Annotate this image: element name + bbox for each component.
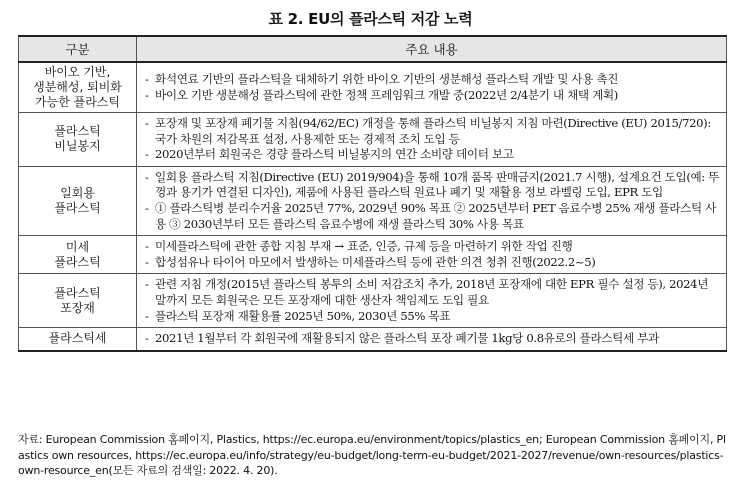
table-row bbox=[19, 236, 727, 274]
row-content bbox=[137, 274, 727, 328]
table-row bbox=[19, 274, 727, 328]
row-category: 미세 플라스틱 bbox=[19, 236, 137, 274]
row-category: 플라스틱세 bbox=[19, 328, 137, 351]
table-row bbox=[19, 328, 727, 351]
table-header-row bbox=[19, 36, 727, 62]
list-item: - 일회용 플라스틱 지침(Directive (EU) 2019/904)을 통해 10개 품목 판매금지(2021.7 시행), 설계요건 도입(예: 뚜껑과 용기가 연결된 디자인), 제품에 사용된 플라스틱 원료나 폐기 및 재활용 정보 라벨링 도입, EPR 도입 bbox=[143, 170, 720, 201]
list-item: - 플라스틱 포장재 재활용률 2025년 50%, 2030년 55% 목표 bbox=[143, 309, 720, 325]
list-item: - 합성섬유나 타이어 마모에서 발생하는 미세플라스틱 등에 관한 의견 청취 진행(2022.2~5) bbox=[143, 255, 720, 271]
row-content bbox=[137, 166, 727, 235]
list-item: - 미세플라스틱에 관한 종합 지침 부재 → 표준, 인증, 규제 등을 마련하기 위한 작업 진행 bbox=[143, 239, 720, 255]
list-item: - 관련 지침 개정(2015년 플라스틱 봉투의 소비 저감조치 추가, 2018년 포장재에 대한 EPR 필수 설정 등), 2024년 말까지 모든 회원국은 모든 포장재에 대한 생산자 책임제도 도입 필요 bbox=[143, 277, 720, 308]
source-note: 자료: European Commission 홈페이지, Plastics, https://ec.europa.eu/environment/topics/plastics_en; European Commission 홈페이지, Plastics own resources, https://ec.europa.eu/info/strategy/eu-budget/long-term-eu-budget/2021-2027/revenue/own-resources/plastics-own-resource_en(모든 자료의 검색일: 2022. 4. 20). bbox=[18, 433, 726, 477]
list-item: - 포장재 및 포장재 폐기물 지침(94/62/EC) 개정을 통해 플라스틱 비닐봉지 지침 마련(Directive (EU) 2015/720): 국가 차원의 저감목표 설정, 사용제한 또는 경제적 조치 도입 등 bbox=[143, 116, 720, 147]
table-row bbox=[19, 113, 727, 167]
list-item: - ① 플라스틱병 분리수거율 2025년 77%, 2029년 90% 목표 ② 2025년부터 PET 음료수병 25% 재생 플라스틱 사용 ③ 2030년부터 모든 플라스틱 음료수병에 재생 플라스틱 30% 사용 목표 bbox=[143, 201, 720, 232]
row-content bbox=[137, 62, 727, 113]
row-category: 플라스틱 포장재 bbox=[19, 274, 137, 328]
row-category: 바이오 기반, 생분해성, 퇴비화 가능한 플라스틱 bbox=[19, 62, 137, 113]
list-item: - 화석연료 기반의 플라스틱을 대체하기 위한 바이오 기반의 생분해성 플라스틱 개발 및 사용 촉진 bbox=[143, 72, 720, 88]
list-item: - 바이오 기반 생분해성 플라스틱에 관한 정책 프레임워크 개발 중(2022년 2/4분기 내 채택 계획) bbox=[143, 88, 720, 104]
row-content bbox=[137, 113, 727, 167]
header-content: 주요 내용 bbox=[137, 36, 727, 62]
table-row bbox=[19, 166, 727, 235]
list-item: - 2021년 1월부터 각 회원국에 재활용되지 않은 플라스틱 포장 폐기물 1kg당 0.8유로의 플라스틱세 부과 bbox=[143, 331, 720, 347]
row-category: 플라스틱 비닐봉지 bbox=[19, 113, 137, 167]
table-row bbox=[19, 62, 727, 113]
policy-table bbox=[18, 35, 727, 352]
list-item: - 2020년부터 회원국은 경량 플라스틱 비닐봉지의 연간 소비량 데이터 보고 bbox=[143, 147, 720, 163]
header-category: 구분 bbox=[19, 36, 137, 62]
row-category: 일회용 플라스틱 bbox=[19, 166, 137, 235]
row-content bbox=[137, 328, 727, 351]
table-title: 표 2. EU의 플라스틱 저감 노력 bbox=[268, 10, 473, 28]
row-content bbox=[137, 236, 727, 274]
